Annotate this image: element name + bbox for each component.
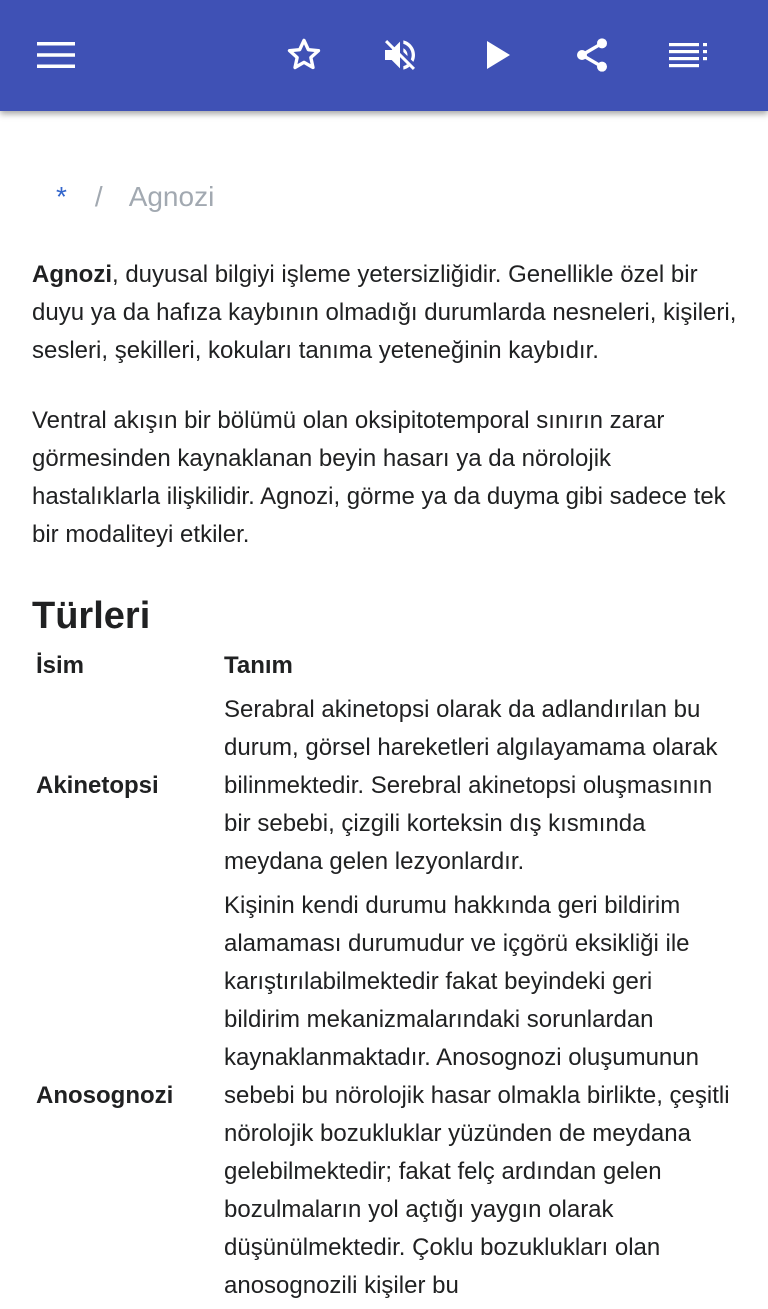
article-content xyxy=(0,111,768,1299)
breadcrumb xyxy=(56,181,214,213)
share-button[interactable] xyxy=(564,27,620,83)
row-name: Akinetopsi xyxy=(36,772,159,799)
table-row xyxy=(32,885,736,1309)
intro-term: Agnozi xyxy=(32,261,112,288)
play-button[interactable] xyxy=(470,27,526,83)
star-outline-icon xyxy=(284,35,324,75)
intro-text: , duyusal bilgiyi işleme yetersizliğidir. Genellikle özel bir duyu ya da hafıza kaybının olmadığı durumlarda nesneleri, kişileri, sesleri, şekilleri, kokuları tanıma yeteneğinin kaybıdır. xyxy=(32,261,737,364)
breadcrumb-current: Agnozi xyxy=(128,181,215,212)
column-header-name: İsim xyxy=(36,652,85,679)
hamburger-menu-icon xyxy=(37,41,75,69)
table-row xyxy=(32,689,736,885)
section-title: Türleri xyxy=(32,595,151,637)
list-icon xyxy=(669,42,707,68)
app-toolbar xyxy=(0,0,768,111)
play-icon xyxy=(483,39,513,71)
bookmark-button[interactable] xyxy=(276,27,332,83)
mute-button[interactable] xyxy=(372,27,428,83)
row-name: Anosognozi xyxy=(36,1082,174,1109)
share-icon xyxy=(572,35,612,75)
volume-off-icon xyxy=(380,35,420,75)
breadcrumb-home-link[interactable]: * xyxy=(56,181,67,212)
intro-paragraph xyxy=(32,256,740,370)
table-header-row xyxy=(32,645,736,689)
contents-button[interactable] xyxy=(660,27,716,83)
column-header-definition: Tanım xyxy=(224,652,293,679)
row-definition: Kişinin kendi durumu hakkında geri bildirim alamaması durumudur ve içgörü eksikliği ile karıştırılabilmektedir fakat beyindeki geri bildirim mekanizmalarındaki sorunlardan kaynaklanmaktadır. Anosognozi oluşumunun sebebi bu nörolojik hasar olmakla birlikte, çeşitli nörolojik bozukluklar yüzünden de meydana gelebilmektedir; fakat felç ardından gelen bozulmaların yol açtığı yaygın olarak düşünülmektedir. Çoklu bozuklukları olan anosognozili kişiler bu xyxy=(224,892,730,1299)
breadcrumb-separator: / xyxy=(94,181,103,212)
menu-button[interactable] xyxy=(28,27,84,83)
types-table xyxy=(32,645,736,1309)
row-definition: Serabral akinetopsi olarak da adlandırılan bu durum, görsel hareketleri algılayamama olarak bilinmektedir. Serebral akinetopsi oluşmasının bir sebebi, çizgili korteksin dış kısmında meydana gelen lezyonlardır. xyxy=(224,696,718,875)
second-paragraph: Ventral akışın bir bölümü olan oksipitotemporal sınırın zarar görmesinden kaynaklanan beyin hasarı ya da nörolojik hastalıklarla ilişkilidir. Agnozi, görme ya da duyma gibi sadece tek bir modaliteyi etkiler. xyxy=(32,407,726,548)
